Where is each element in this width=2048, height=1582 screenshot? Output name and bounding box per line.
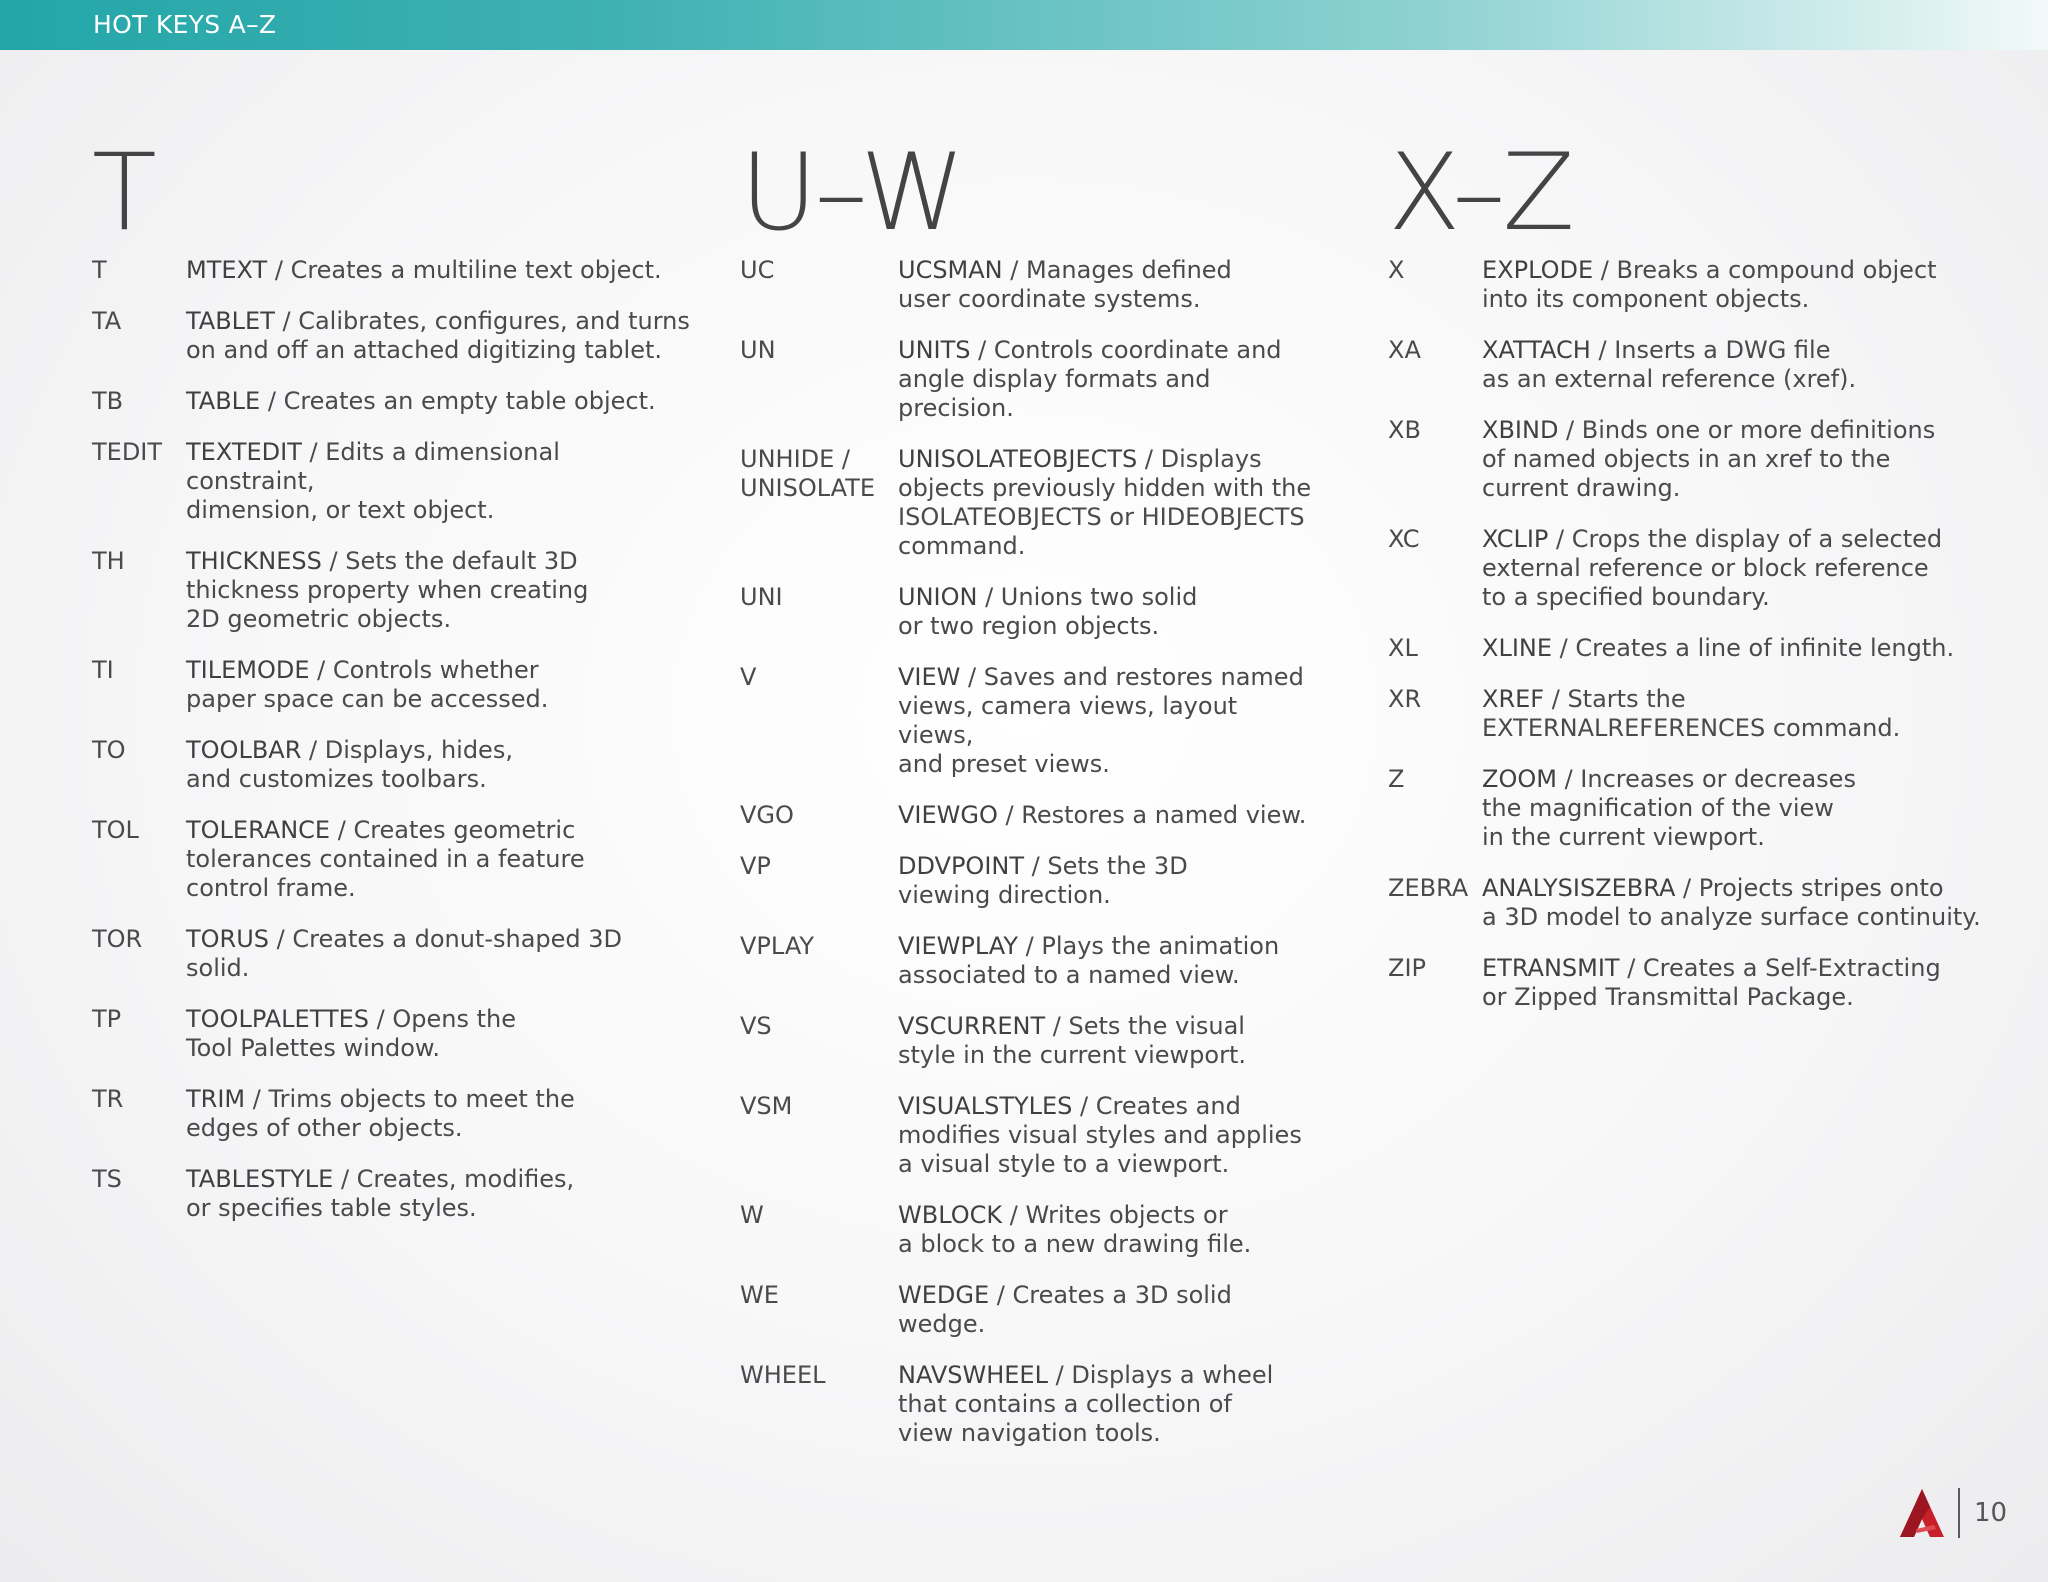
hotkey-entry [1388, 874, 1988, 932]
hotkey-shortcut: UNHIDE / UNISOLATE [740, 445, 876, 502]
command-name: UNITS [898, 336, 971, 364]
column-t [92, 131, 692, 1245]
hotkey-shortcut: UC [740, 256, 775, 284]
hotkey-entry [740, 1012, 1320, 1070]
command-description: / Sets the visual style in the current viewport. [898, 1012, 1246, 1069]
command-name: TRIM [186, 1085, 246, 1113]
hotkey-entry [740, 663, 1320, 779]
command-name: VIEWPLAY [898, 932, 1018, 960]
header-title: HOT KEYS A–Z [93, 10, 277, 39]
hotkey-description-block [898, 583, 1320, 641]
autodesk-a-logo-icon [1900, 1489, 1944, 1537]
command-description: / Controls coordinate and angle display formats and precision. [898, 336, 1282, 422]
hotkey-description-block [186, 438, 692, 525]
command-name: TOOLBAR [186, 736, 302, 764]
command-description: / Crops the display of a selected external reference or block reference to a specified boundary. [1482, 525, 1943, 611]
hotkey-shortcut: XR [1388, 685, 1422, 713]
hotkey-shortcut: VP [740, 852, 771, 880]
hotkey-entry [740, 1092, 1320, 1179]
hotkey-shortcut: X [1388, 256, 1405, 284]
command-description: / Unions two solid or two region objects. [898, 583, 1198, 640]
hotkey-entry [92, 816, 692, 903]
command-description: / Inserts a DWG file as an external reference (xref). [1482, 336, 1857, 393]
hotkey-description-block [1482, 634, 1988, 663]
hotkey-entry [92, 387, 692, 416]
hotkey-description-block [898, 1201, 1320, 1259]
hotkey-description-block [186, 547, 692, 634]
column-u-w [740, 131, 1320, 1470]
command-description: / Creates a donut-shaped 3D solid. [186, 925, 623, 982]
command-name: UCSMAN [898, 256, 1003, 284]
hotkey-list [92, 256, 692, 1223]
hotkey-description-block [898, 932, 1320, 990]
hotkey-description-block [898, 256, 1320, 314]
command-name: TEXTEDIT [186, 438, 302, 466]
hotkey-shortcut: UNI [740, 583, 783, 611]
command-description: / Edits a dimensional constraint, dimension, or text object. [186, 438, 560, 524]
command-name: NAVSWHEEL [898, 1361, 1048, 1389]
hotkey-shortcut: TR [92, 1085, 124, 1113]
command-description: / Opens the Tool Palettes window. [186, 1005, 516, 1062]
hotkey-shortcut: ZIP [1388, 954, 1426, 982]
hotkey-shortcut: XA [1388, 336, 1421, 364]
hotkey-entry [92, 1085, 692, 1143]
hotkey-description-block [186, 1085, 692, 1143]
command-name: XLINE [1482, 634, 1553, 662]
hotkey-shortcut: ZEBRA [1388, 874, 1469, 902]
hotkey-shortcut: WHEEL [740, 1361, 826, 1389]
command-description: / Breaks a compound object into its component objects. [1482, 256, 1937, 313]
command-description: / Creates geometric tolerances contained in a feature control frame. [186, 816, 585, 902]
hotkey-description-block [898, 852, 1320, 910]
hotkey-shortcut: TO [92, 736, 126, 764]
hotkey-entry [740, 932, 1320, 990]
hotkey-entry [1388, 954, 1988, 1012]
hotkey-entry [92, 256, 692, 285]
hotkey-shortcut: Z [1388, 765, 1405, 793]
hotkey-description-block [898, 801, 1320, 830]
command-name: VISUALSTYLES [898, 1092, 1073, 1120]
command-name: TOOLPALETTES [186, 1005, 369, 1033]
hotkey-shortcut: TEDIT [92, 438, 163, 466]
hotkey-shortcut: TB [92, 387, 124, 415]
command-name: THICKNESS [186, 547, 322, 575]
command-name: ANALYSISZEBRA [1482, 874, 1676, 902]
command-description: / Binds one or more definitions of named objects in an xref to the current drawing. [1482, 416, 1936, 502]
command-name: VSCURRENT [898, 1012, 1046, 1040]
command-name: DDVPOINT [898, 852, 1025, 880]
hotkey-shortcut: XL [1388, 634, 1418, 662]
hotkey-entry [740, 852, 1320, 910]
hotkey-description-block [186, 387, 692, 416]
hotkey-entry [1388, 416, 1988, 503]
command-name: TOLERANCE [186, 816, 331, 844]
hotkey-shortcut: W [740, 1201, 764, 1229]
hotkey-description-block [898, 663, 1320, 779]
hotkey-description-block [1482, 874, 1988, 932]
hotkey-description-block [186, 307, 692, 365]
hotkey-entry [92, 307, 692, 365]
section-heading: X–Z [1388, 131, 1572, 254]
hotkey-description-block [1482, 954, 1988, 1012]
hotkey-shortcut: VGO [740, 801, 794, 829]
command-description: / Displays, hides, and customizes toolbars. [186, 736, 513, 793]
section-heading: T [92, 131, 154, 254]
hotkey-entry [740, 801, 1320, 830]
command-description: / Controls whether paper space can be accessed. [186, 656, 549, 713]
command-description: / Creates and modifies visual styles and applies a visual style to a viewport. [898, 1092, 1302, 1178]
hotkey-description-block [898, 1361, 1320, 1448]
hotkey-entry [92, 1165, 692, 1223]
hotkey-shortcut: TI [92, 656, 114, 684]
hotkey-description-block [1482, 685, 1988, 743]
hotkey-shortcut: VSM [740, 1092, 793, 1120]
hotkey-shortcut: TOL [92, 816, 139, 844]
command-description: / Creates a line of infinite length. [1552, 634, 1955, 662]
hotkey-entry [1388, 765, 1988, 852]
hotkey-shortcut: WE [740, 1281, 779, 1309]
command-description: / Creates a multiline text object. [267, 256, 662, 284]
hotkey-shortcut: TH [92, 547, 125, 575]
command-description: / Increases or decreases the magnification of the view in the current viewport. [1482, 765, 1856, 851]
hotkey-entry [1388, 336, 1988, 394]
command-name: UNISOLATEOBJECTS [898, 445, 1138, 473]
column-x-z [1388, 131, 1988, 1034]
hotkey-description-block [186, 1165, 692, 1223]
hotkey-shortcut: VS [740, 1012, 772, 1040]
hotkey-entry [740, 1281, 1320, 1339]
hotkey-description-block [1482, 525, 1988, 612]
hotkey-description-block [1482, 765, 1988, 852]
command-name: WBLOCK [898, 1201, 1003, 1229]
hotkey-shortcut: TP [92, 1005, 122, 1033]
page-number: 10 [1974, 1498, 2008, 1528]
hotkey-entry [1388, 525, 1988, 612]
command-name: TORUS [186, 925, 270, 953]
command-description: / Creates, modifies, or specifies table styles. [186, 1165, 575, 1222]
hotkey-shortcut: XC [1388, 525, 1420, 553]
command-name: ETRANSMIT [1482, 954, 1620, 982]
hotkey-description-block [898, 1012, 1320, 1070]
hotkey-list [740, 256, 1320, 1448]
command-description: / Plays the animation associated to a named view. [898, 932, 1280, 989]
command-description: / Trims objects to meet the edges of other objects. [186, 1085, 575, 1142]
command-description: / Writes objects or a block to a new drawing file. [898, 1201, 1252, 1258]
command-name: VIEWGO [898, 801, 998, 829]
hotkey-entry [740, 256, 1320, 314]
hotkey-entry [740, 445, 1320, 561]
hotkey-description-block [1482, 416, 1988, 503]
command-name: EXPLODE [1482, 256, 1594, 284]
hotkey-entry [740, 583, 1320, 641]
command-name: TABLE [186, 387, 261, 415]
command-description: / Projects stripes onto a 3D model to analyze surface continuity. [1482, 874, 1981, 931]
hotkey-description-block [186, 656, 692, 714]
command-name: TILEMODE [186, 656, 310, 684]
command-name: XBIND [1482, 416, 1559, 444]
hotkey-entry [1388, 634, 1988, 663]
command-name: TABLET [186, 307, 275, 335]
hotkey-shortcut: V [740, 663, 757, 691]
command-description: / Sets the default 3D thickness property when creating 2D geometric objects. [186, 547, 589, 633]
hotkey-entry [92, 1005, 692, 1063]
hotkey-entry [92, 925, 692, 983]
hotkey-entry [1388, 685, 1988, 743]
command-name: WEDGE [898, 1281, 990, 1309]
hotkey-shortcut: TOR [92, 925, 143, 953]
hotkey-entry [92, 438, 692, 525]
hotkey-description-block [898, 336, 1320, 423]
command-name: XCLIP [1482, 525, 1549, 553]
hotkey-shortcut: UN [740, 336, 776, 364]
command-description: / Sets the 3D viewing direction. [898, 852, 1188, 909]
header-bar [0, 0, 2048, 50]
command-description: / Displays objects previously hidden with the ISOLATEOBJECTS or HIDEOBJECTS command. [898, 445, 1312, 560]
hotkey-description-block [186, 1005, 692, 1063]
command-description: / Calibrates, configures, and turns on and off an attached digitizing tablet. [186, 307, 690, 364]
section-heading: U–W [740, 131, 963, 254]
command-description: / Manages defined user coordinate systems. [898, 256, 1232, 313]
hotkey-list [1388, 256, 1988, 1012]
hotkey-description-block [186, 736, 692, 794]
hotkey-entry [92, 547, 692, 634]
command-name: UNION [898, 583, 978, 611]
command-name: MTEXT [186, 256, 268, 284]
hotkey-shortcut: TA [92, 307, 122, 335]
hotkey-description-block [186, 816, 692, 903]
hotkey-entry [740, 336, 1320, 423]
hotkey-description-block [898, 445, 1320, 561]
hotkey-description-block [898, 1281, 1320, 1339]
command-description: / Saves and restores named views, camera views, layout views, and preset views. [898, 663, 1304, 778]
footer-divider [1958, 1488, 1960, 1538]
hotkey-entry [92, 736, 692, 794]
command-description: / Displays a wheel that contains a collection of view navigation tools. [898, 1361, 1274, 1447]
hotkey-shortcut: TS [92, 1165, 122, 1193]
hotkey-description-block [1482, 336, 1988, 394]
hotkey-description-block [186, 256, 692, 285]
command-description: / Restores a named view. [997, 801, 1307, 829]
hotkey-description-block [186, 925, 692, 983]
hotkey-entry [92, 656, 692, 714]
hotkey-entry [1388, 256, 1988, 314]
hotkey-entry [740, 1201, 1320, 1259]
command-name: VIEW [898, 663, 961, 691]
hotkey-description-block [1482, 256, 1988, 314]
hotkey-entry [740, 1361, 1320, 1448]
command-description: / Creates an empty table object. [260, 387, 656, 415]
command-name: XATTACH [1482, 336, 1591, 364]
hotkey-shortcut: VPLAY [740, 932, 815, 960]
command-name: XREF [1482, 685, 1545, 713]
command-name: TABLESTYLE [186, 1165, 334, 1193]
command-description: / Creates a Self-Extracting or Zipped Transmittal Package. [1482, 954, 1941, 1011]
command-name: ZOOM [1482, 765, 1557, 793]
command-description: / Starts the EXTERNALREFERENCES command. [1482, 685, 1901, 742]
hotkey-description-block [898, 1092, 1320, 1179]
hotkey-shortcut: XB [1388, 416, 1421, 444]
hotkey-shortcut: T [92, 256, 107, 284]
command-description: / Creates a 3D solid wedge. [898, 1281, 1232, 1338]
